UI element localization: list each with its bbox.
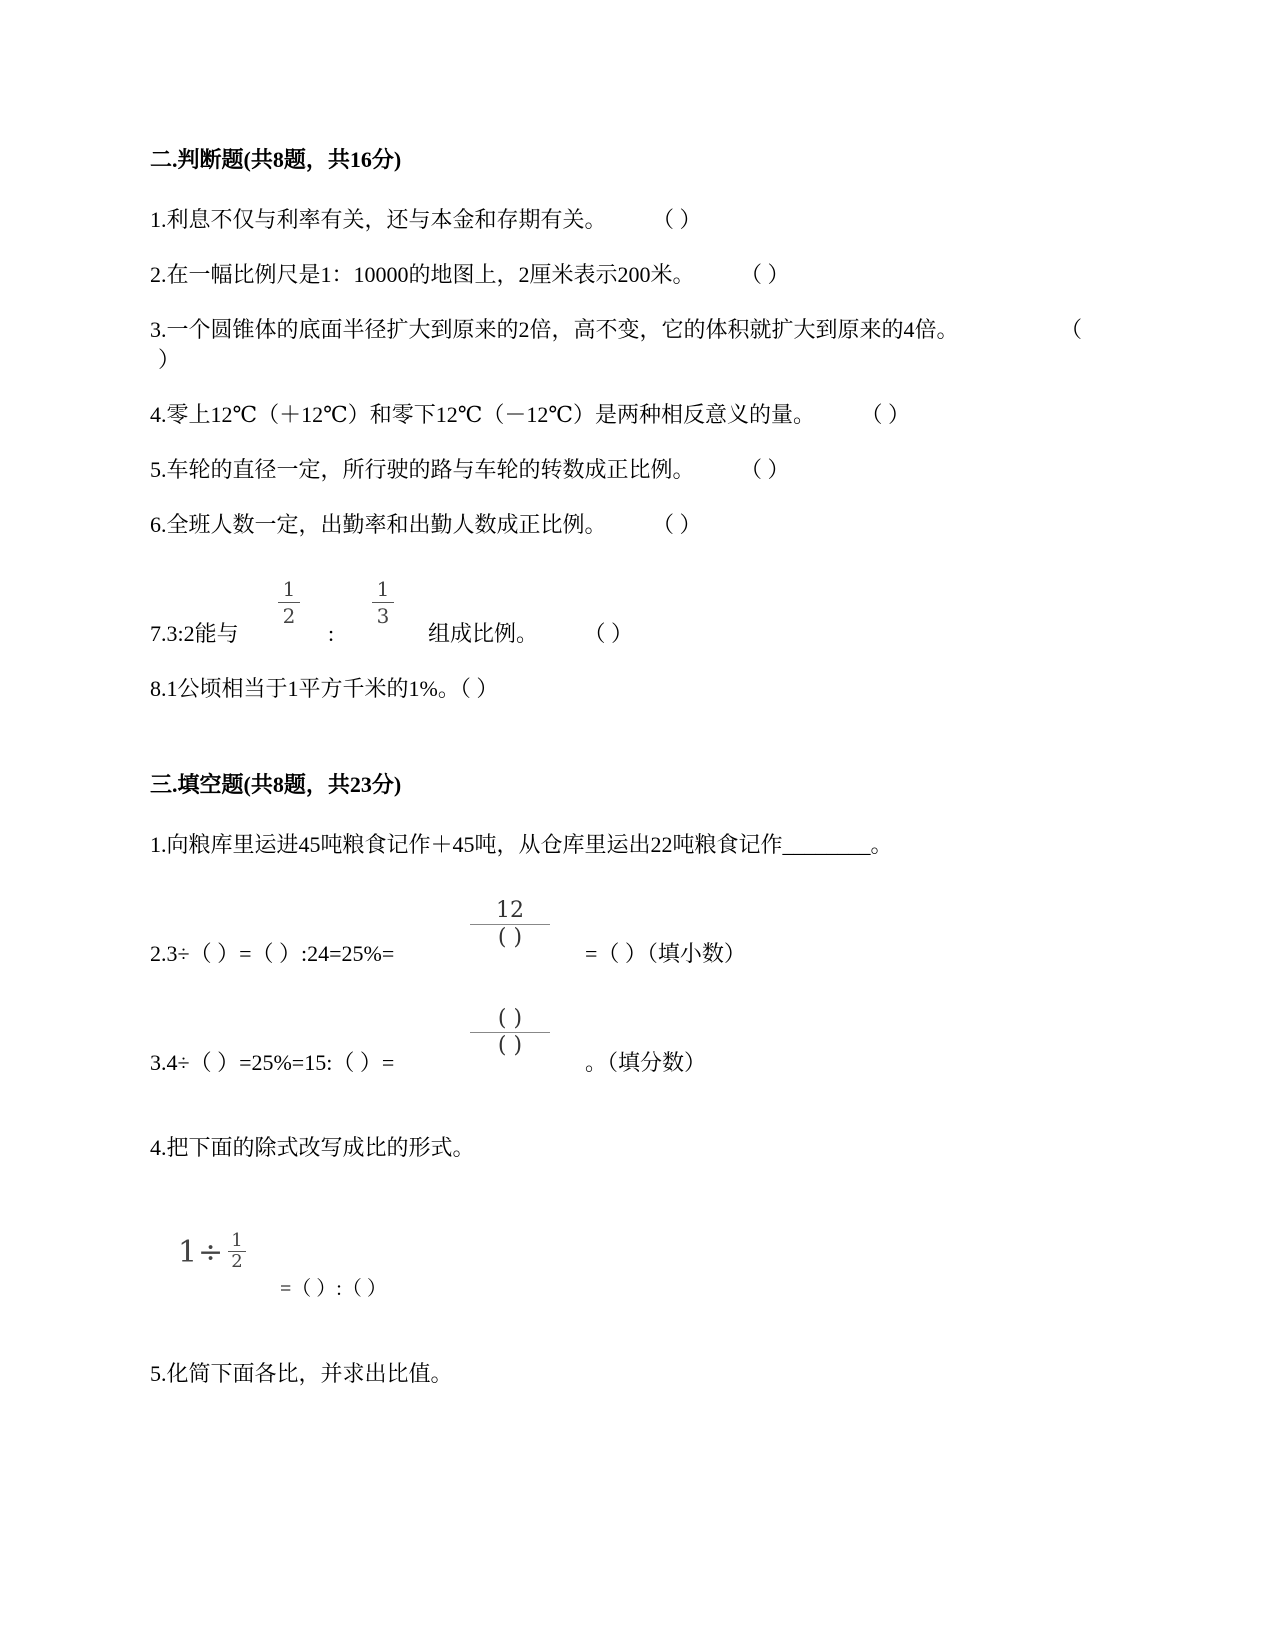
answer-paren[interactable]: （ ） <box>652 207 702 232</box>
question-3-3-suffix: 。（填分数） <box>585 1050 707 1075</box>
question-2-5 <box>150 456 790 484</box>
expr-whole: 1 <box>178 1235 198 1270</box>
question-text: 5.车轮的直径一定，所行驶的路与车轮的转数成正比例。 <box>150 457 695 482</box>
numerator: 1 <box>231 1230 243 1251</box>
fraction-12-over-blank <box>470 900 550 949</box>
question-text: 3.一个圆锥体的底面半径扩大到原来的2倍，高不变，它的体积就扩大到原来的4倍。 <box>150 317 959 342</box>
fraction-blank-over-blank <box>470 1008 550 1057</box>
question-3-5: 5.化简下面各比，并求出比值。 <box>150 1361 453 1386</box>
answer-paren[interactable]: （ ） <box>740 262 790 287</box>
question-2-6 <box>150 511 702 539</box>
denominator-blank[interactable]: ( ) <box>497 1033 523 1058</box>
fraction-one-half <box>278 578 300 627</box>
fraction-bar <box>278 602 300 603</box>
question-text: 组成比例。 <box>428 621 539 646</box>
section2-title: 二.判断题(共8题，共16分) <box>150 147 402 172</box>
question-text: 2.在一幅比例尺是1：10000的地图上，2厘米表示200米。 <box>150 262 695 287</box>
question-2-7-prefix: 7.3:2能与 <box>150 621 239 646</box>
denominator: 3 <box>376 604 390 628</box>
answer-paren-close[interactable]: ） <box>158 347 181 372</box>
numerator: 12 <box>496 898 524 923</box>
question-3-2-suffix: =（ ）（填小数） <box>585 941 746 966</box>
answer-paren[interactable]: （ ） <box>740 457 790 482</box>
question-2-1 <box>150 206 702 234</box>
fraction-bar <box>372 602 394 603</box>
numerator-blank[interactable]: ( ) <box>497 1006 523 1031</box>
question-3-1: 1.向粮库里运进45吨粮食记作＋45吨，从仓库里运出22吨粮食记作________。 <box>150 832 893 857</box>
question-text: 6.全班人数一定，出勤率和出勤人数成正比例。 <box>150 512 607 537</box>
question-3-4: 4.把下面的除式改写成比的形式。 <box>150 1135 475 1160</box>
answer-paren-open[interactable]: （ <box>1060 317 1083 342</box>
denominator: 2 <box>282 604 296 628</box>
ratio-colon: : <box>328 621 335 646</box>
fraction-one-third <box>372 578 394 627</box>
denominator-blank[interactable]: ( ) <box>497 925 523 950</box>
numerator: 1 <box>282 577 296 601</box>
question-2-8: 8.1公顷相当于1平方千米的1%。（ ） <box>150 676 499 701</box>
answer-paren[interactable]: （ ） <box>652 512 702 537</box>
numerator: 1 <box>376 577 390 601</box>
question-2-7-suffix <box>428 620 633 648</box>
answer-paren[interactable]: （ ） <box>583 621 634 646</box>
expr-fraction-one-half <box>228 1232 246 1271</box>
question-3-3-prefix: 3.4÷（ ）=25%=15:（ ）= <box>150 1050 395 1075</box>
question-2-3 <box>150 316 959 344</box>
answer-paren[interactable]: （ ） <box>860 402 910 427</box>
section3-title: 三.填空题(共8题，共23分) <box>150 772 402 797</box>
question-text: 1.利息不仅与利率有关，还与本金和存期有关。 <box>150 207 607 232</box>
ratio-answer[interactable]: =（ ）:（ ） <box>280 1278 387 1300</box>
question-2-4 <box>150 401 910 429</box>
divide-sign: ÷ <box>198 1235 224 1270</box>
denominator: 2 <box>231 1251 243 1272</box>
question-3-2-prefix: 2.3÷（ ）=（ ）:24=25%= <box>150 941 395 966</box>
question-2-2 <box>150 261 790 289</box>
question-text: 4.零上12℃（＋12℃）和零下12℃（－12℃）是两种相反意义的量。 <box>150 402 815 427</box>
